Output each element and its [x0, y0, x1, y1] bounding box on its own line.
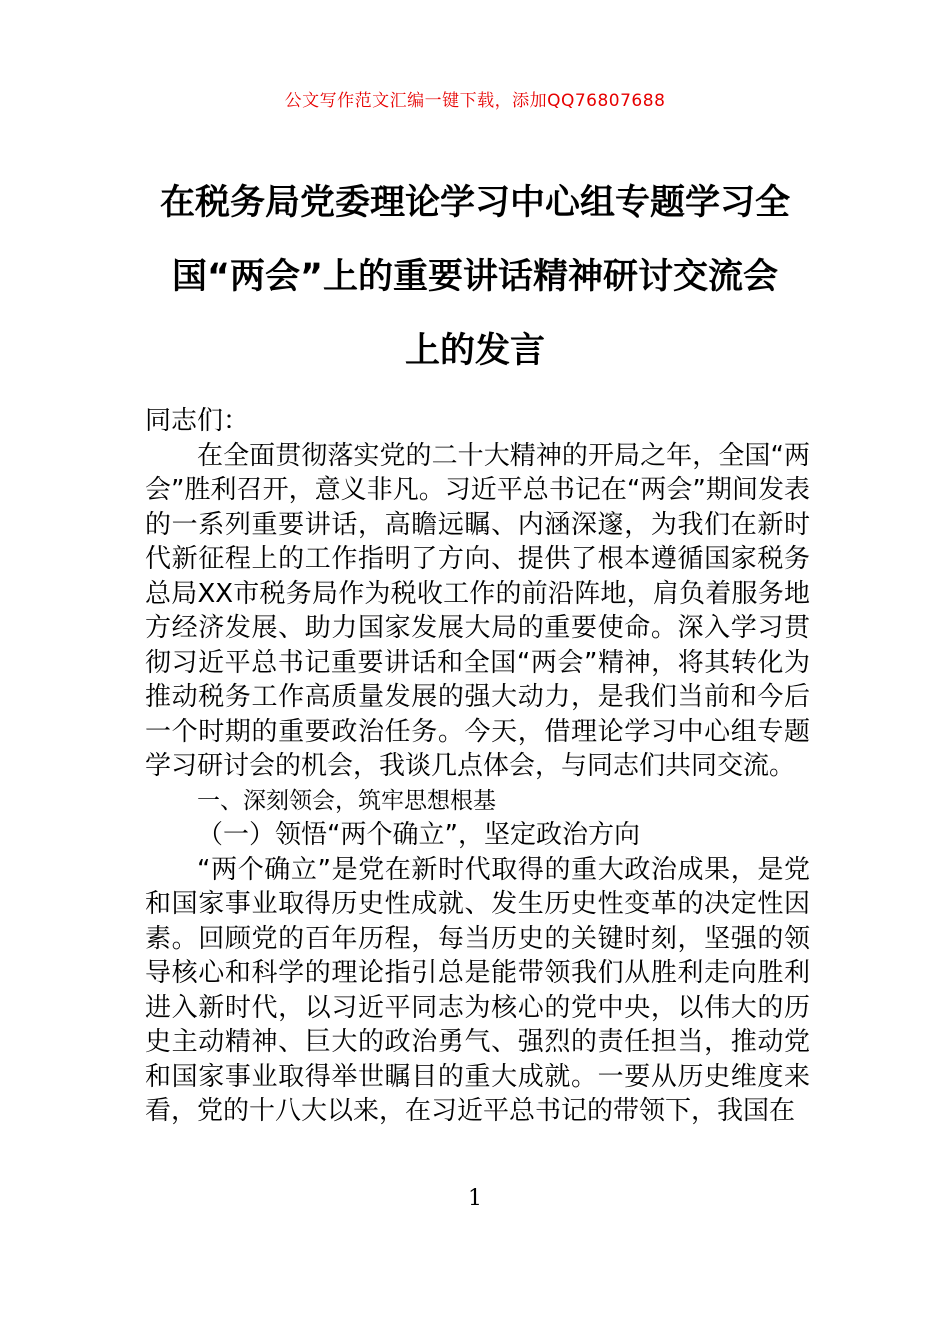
- title-line-1: 在税务局党委理论学习中心组专题学习全: [159, 183, 790, 223]
- intro-paragraph: 在全面贯彻落实党的二十大精神的开局之年，全国“两会”胜利召开，意义非凡。习近平总书记在“两会”期间发表的一系列重要讲话，高瞻远瞩、内涵深邃，为我们在新时代新征程上的工作指明了方向、提供了根本遵循国家税务总局XX市税务局作为税收工作的前沿阵地，肩负着服务地方经济发展、助力国家发展大局的重要使命。深入学习贯彻习近平总书记重要讲话和全国“两会”精神，将其转化为推动税务工作高质量发展的强大动力，是我们当前和今后一个时期的重要政治任务。今天，借理论学习中心组专题学习研讨会的机会，我谈几点体会，与同志们共同交流。: [145, 440, 810, 781]
- section-heading: 一、深刻领会，筑牢思想根基: [197, 787, 496, 814]
- body-paragraph: “两个确立”是党在新时代取得的重大政治成果，是党和国家事业取得历史性成就、发生历史性变革的决定性因素。回顾党的百年历程，每当历史的关键时刻，坚强的领导核心和科学的理论指引总是能带领我们从胜利走向胜利进入新时代，以习近平同志为核心的党中央，以伟大的历史主动精神、巨大的政治勇气、强烈的责任担当，推动党和国家事业取得举世瞩目的重大成就。一要从历史维度来看，党的十八大以来，在习近平总书记的带领下，我国在: [145, 854, 810, 1126]
- title-line-3: 上的发言: [404, 331, 545, 371]
- page-number: 1: [468, 1186, 482, 1211]
- salutation: 同志们：: [145, 406, 250, 436]
- document-title: [140, 166, 810, 388]
- subsection-heading: （一）领悟“两个确立”，坚定政治方向: [197, 820, 640, 850]
- download-banner: 公文写作范文汇编一键下载，添加QQ76807688: [284, 91, 666, 111]
- document-body: [145, 404, 810, 1129]
- title-line-2: 国“两会”上的重要讲话精神研讨交流会: [171, 257, 778, 297]
